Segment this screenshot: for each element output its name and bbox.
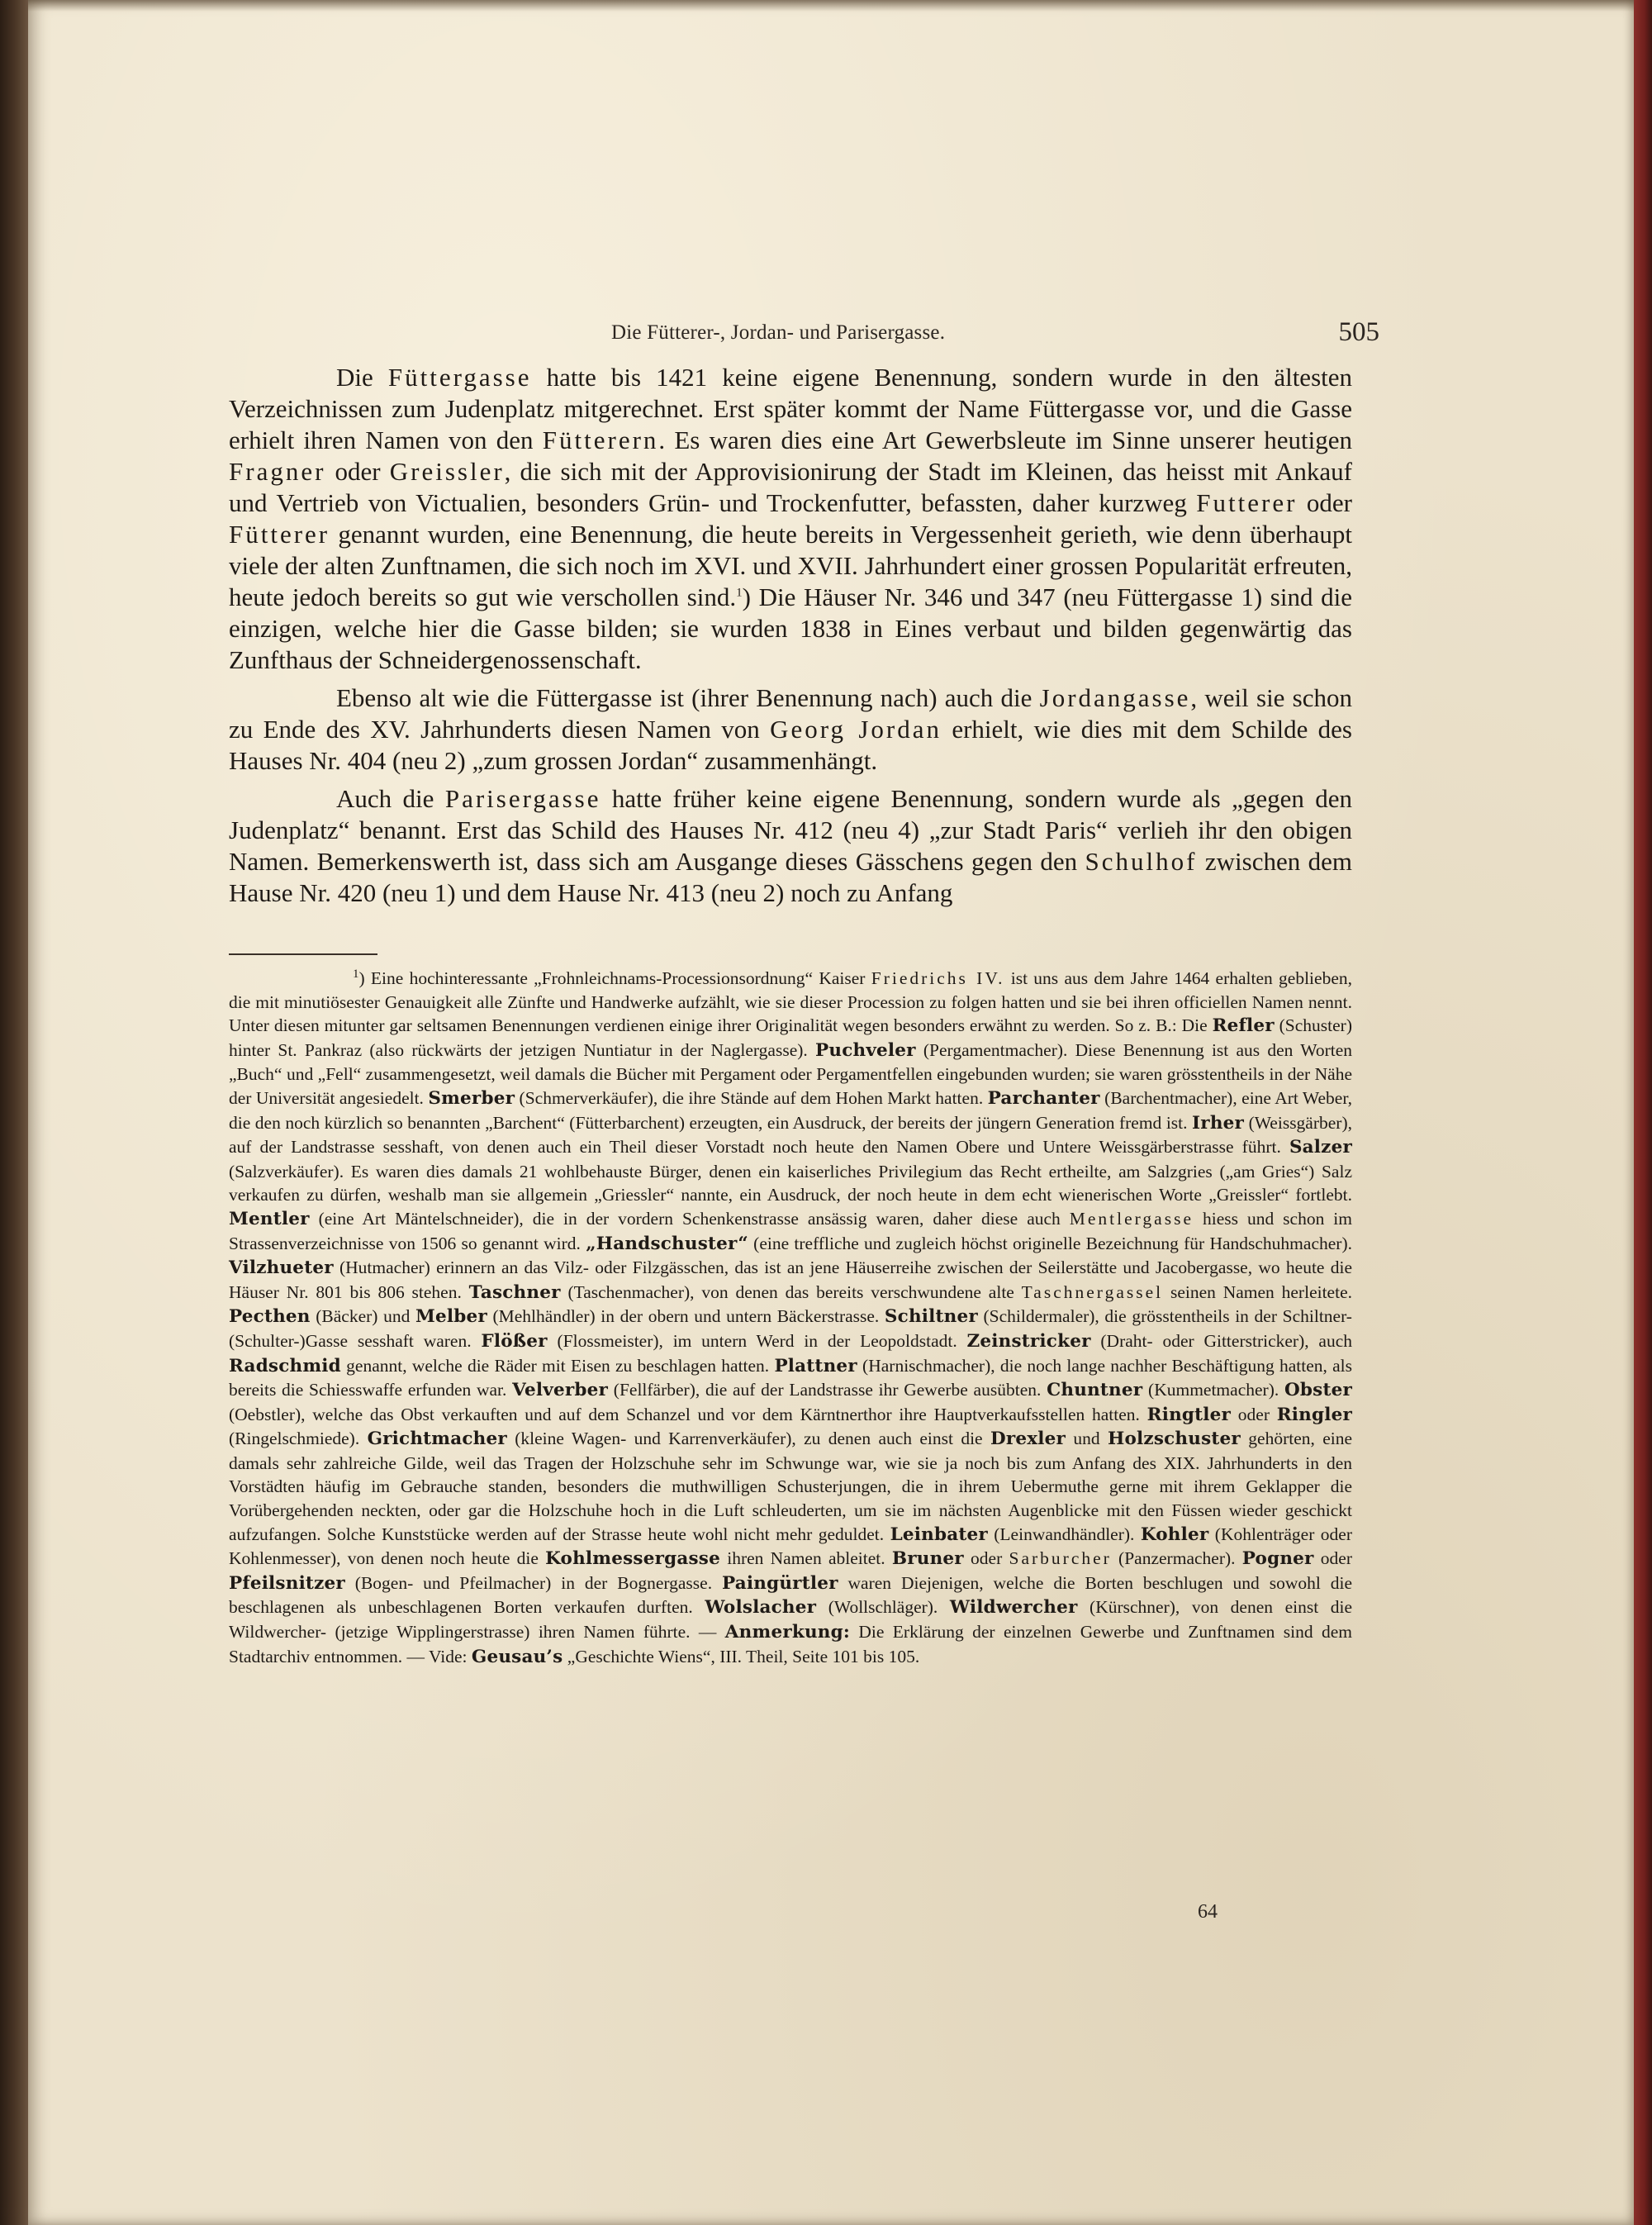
trade-term: Salzer [1289, 1137, 1352, 1158]
trade-term: Leinbater [890, 1524, 988, 1545]
book-cover-edge [1634, 0, 1652, 2225]
trade-term: Ringler [1276, 1404, 1352, 1425]
trade-term: Anmerkung: [724, 1622, 850, 1643]
footnote-divider [229, 953, 377, 955]
trade-term: Velverber [512, 1380, 609, 1401]
trade-term: Kohlmessergasse [545, 1548, 720, 1570]
trade-term: Wildwercher [949, 1597, 1078, 1619]
trade-term: Mentler [229, 1208, 310, 1229]
trade-term: Ringtler [1146, 1404, 1232, 1425]
trade-term: Schiltner [884, 1306, 978, 1328]
person-name: Georg Jordan [770, 715, 942, 744]
trade-term: Chuntner [1047, 1380, 1143, 1401]
trade-term: Taschner [468, 1281, 561, 1303]
trade-term: Geusau’s [471, 1646, 563, 1667]
trade-term: Irher [1192, 1112, 1245, 1134]
trade-term: Puchveler [815, 1039, 916, 1061]
paragraph-jordangasse: Ebenso alt wie die Füttergasse ist (ihrer Benennung nach) auch die Jordangasse, weil sie schon zu Ende des XV. Jahrhunderts diesen Namen von Georg Jordan erhielt, wie dies mit dem Schilde des Hauses Nr. 404 (neu 2) „zum grossen Jordan“ zusammenhängt. [229, 683, 1352, 775]
trade-term: Plattner [774, 1355, 857, 1376]
trade-term: Smerber [428, 1087, 515, 1109]
page-top-shadow [28, 0, 1634, 12]
trade-term: Radschmid [229, 1355, 341, 1376]
page-number: 505 [1338, 317, 1379, 347]
footnote-reference[interactable]: 1 [736, 586, 743, 600]
trade-name: Fragner [229, 457, 326, 486]
place-name: Schulhof [1085, 847, 1198, 876]
paragraph-parisergasse: Auch die Parisergasse hatte früher keine eigene Benennung, sondern wurde als „gegen den Judenplatz“ benannt. Erst das Schild des Hauses Nr. 412 (neu 4) „zur Stadt Paris“ verlieh ihr den obigen Namen. Bemerkenswerth ist, dass sich am Ausgange dieses Gässchens gegen den Schulhof zwischen dem Hause Nr. 420 (neu 1) und dem Hause Nr. 413 (neu 2) noch zu Anfang [229, 784, 1353, 907]
main-text [229, 362, 1352, 909]
trade-term: „Handschuster“ [586, 1233, 748, 1254]
trade-term: Obster [1284, 1380, 1352, 1401]
trade-term: Pogner [1241, 1548, 1314, 1570]
trade-term: Vilzhueter [229, 1258, 334, 1279]
trade-term: Bruner [891, 1548, 964, 1570]
street-name: Parisergasse [444, 784, 601, 813]
trade-term: Grichtmacher [367, 1429, 507, 1450]
running-head: Die Fütterer-, Jordan- und Parisergasse. [611, 321, 946, 344]
trade-term: Refler [1212, 1015, 1275, 1037]
trade-term: Flößer [481, 1330, 548, 1352]
trade-term: Paingürtler [721, 1572, 838, 1594]
footnote-text: $^1$) Eine hochinteressante „Frohnleichnams-Processionsordnung“ Kaiser Friedrichs IV. ist uns aus dem Jahre 1464 erhalten geblieben, die mit minutiösester Genauigkeit alle Zünfte und Handwerke aufzählt, wie sie dieser Procession zu folgen hatten und sie bei ihren officiellen Namen nennt. Unter diesen mitunter gar seltsamen Benennungen verdienen einige ihrer Originalität wegen besonders erwähnt zu werden. So z. B.: Die Refler (Schuster) hinter St. Pankraz (also rückwärts der jetzigen Nuntiatur in der Naglergasse). Puchveler (Pergamentmacher). Diese Benennung ist aus den Worten „Buch“ und „Fell“ zusammengesetzt, weil damals die Bücher mit Pergament oder Pergamentfellen eingebunden wurden; sie waren grösstentheils in der Nähe der Universität angesiedelt. Smerber (Schmerverkäufer), die ihre Stände auf dem Hohen Markt hatten. Parchanter (Barchentmacher), eine Art Weber, die den noch kürzlich so benannten „Barchent“ (Fütterbarchent) erzeugten, ein Ausdruck, der bereits der jüngern Generation fremd ist. Irher (Weissgärber), auf der Landstrasse sesshaft, von denen auch ein Theil dieser Vorstadt noch heute den Namen Obere und Untere Weissgärberstrasse führt. Salzer (Salzverkäufer). Es waren dies damals 21 wohlbehauste Bürger, denen ein kaiserliches Privilegium das Recht ertheilte, am Salzgries („am Gries“) Salz verkaufen zu dürfen, weshalb man sie allgemein „Griessler“ nannte, ein Ausdruck, der noch heute in dem echt wienerischen Worte „Greissler“ fortlebt. Mentler (eine Art Mäntelschneider), die in der vordern Schenkenstrasse ansässig waren, daher diese auch Mentlergasse hiess und schon im Strassenverzeichnisse von 1506 so genannt wird. „Handschuster“ (eine treffliche und zugleich höchst originelle Bezeichnung für Handschuhmacher). Vilzhueter (Hutmacher) erinnern an das Vilz- oder Filzgässchen, das ist an jene Häuserreihe zwischen der Seilerstätte und Jacobergasse, wo heute die Häuser Nr. 801 bis 806 stehen. Taschner (Taschenmacher), von denen das bereits verschwundene alte Taschnergassel seinen Namen herleitete. Pecthen (Bäcker) und Melber (Mehlhändler) in der obern und untern Bäckerstrasse. Schiltner (Schildermaler), die grösstentheils in der Schiltner- (Schulter-)Gasse sesshaft waren. Flößer (Flossmeister), im untern Werd in der Leopoldstadt. Zeinstricker (Draht- oder Gitterstricker), auch Radschmid genannt, welche die Räder mit Eisen zu beschlagen hatten. Plattner (Harnischmacher), die noch lange nachher Beschäftigung hatten, als bereits die Schiesswaffe erfunden war. Velverber (Fellfärber), die auf der Landstrasse ihr Gewerbe ausübten. Chuntner (Kummetmacher). Obster (Oebstler), welche das Obst verkauften und auf dem Schanzel und vor dem Kärntnerthor ihre Hauptverkaufsstellen hatten. Ringtler oder Ringler (Ringelschmiede). Grichtmacher (kleine Wagen- und Karrenverkäufer), zu denen auch einst die Drexler und Holzschuster gehörten, eine damals sehr zahlreiche Gilde, weil das Tragen der Holzschuhe sehr im Schwunge war, wie sie ja noch bis zum Anfang des XIX. Jahrhunderts in den Vorstädten häufig im Gebrauche standen, besonders die muthwilligen Schusterjungen, die in ihrem Uebermuthe gerne mit ihrem Geklapper die Vorübergehenden neckten, oder gar die Holzschuhe hoch in die Luft schleuderten, um sie im nächsten Augenblicke mit den Füssen wieder geschickt aufzufangen. Solche Kunststücke werden auf der Strasse heute wohl nicht mehr geduldet. Leinbater (Leinwandhändler). Kohler (Kohlenträger oder Kohlenmesser), von denen noch heute die Kohlmessergasse ihren Namen ableitet. Bruner oder Sarburcher (Panzermacher). Pogner oder Pfeilsnitzer (Bogen- und Pfeilmacher) in der Bognergasse. Paingürtler waren Diejenigen, welche die Borten beschlugen und sowohl die beschlagenen als unbeschlagenen Borten verkaufen durften. Wolslacher (Wollschläger). Wildwercher (Kürschner), von denen einst die Wildwercher- (jetzige Wipplingerstrasse) ihren Namen führte. — Anmerkung: Die Erklärung der einzelnen Gewerbe und Zunftnamen sind dem Stadtarchiv entnommen. — Vide: Geusau’s „Geschichte Wiens“, III. Theil, Seite 101 bis 105. [229, 967, 1353, 1667]
trade-term: Kohler [1140, 1524, 1209, 1545]
trade-term: Pecthen [229, 1306, 311, 1328]
signature-mark: 64 [1198, 1901, 1218, 1923]
trade-term: Parchanter [987, 1087, 1100, 1109]
trade-term: Pfeilsnitzer [229, 1572, 345, 1594]
footnote-mark: 1 [353, 967, 359, 981]
street-name: Jordangasse [1039, 683, 1191, 712]
trade-term: Melber [415, 1306, 487, 1328]
book-binding [0, 0, 28, 2225]
trade-name: Fütterern [542, 426, 659, 454]
trade-name: Greissler [389, 457, 505, 486]
trade-term: Drexler [990, 1429, 1066, 1450]
trade-term: Zeinstricker [966, 1330, 1091, 1352]
trade-term: Holzschuster [1107, 1429, 1241, 1450]
trade-name: Futterer [1196, 488, 1298, 517]
street-name: Füttergasse [387, 363, 532, 392]
trade-term: Wolslacher [705, 1597, 817, 1619]
trade-name: Fütterer [229, 520, 330, 549]
paragraph-futterergasse: Die Füttergasse hatte bis 1421 keine eigene Benennung, sondern wurde in den ältesten Verzeichnissen zum Judenplatz mitgerechnet. Erst später kommt der Name Füttergasse vor, und die Gasse erhielt ihren Namen von den Fütterern. Es waren dies eine Art Gewerbsleute im Sinne unserer heutigen Fragner oder Greissler, die sich mit der Approvisionirung der Stadt im Kleinen, das heisst mit Ankauf und Vertrieb von Victualien, besonders Grün- und Trockenfutter, befassten, daher kurzweg Futterer oder Fütterer genannt wurden, eine Benennung, die heute bereits in Vergessenheit gerieth, wie denn überhaupt viele der alten Zunftnamen, die sich noch im XVI. und XVII. Jahrhundert einer grossen Popularität erfreuten, heute jedoch bereits so gut wie verschollen sind.$^1$) Die Häuser Nr. 346 und 347 (neu Füttergasse 1) sind die einzigen, welche hier die Gasse bilden; sie wurden 1838 in Eines verbaut und bilden gegenwärtig das Zunfthaus der Schneidergenossenschaft. [229, 363, 1353, 674]
footnote [229, 967, 1352, 1669]
